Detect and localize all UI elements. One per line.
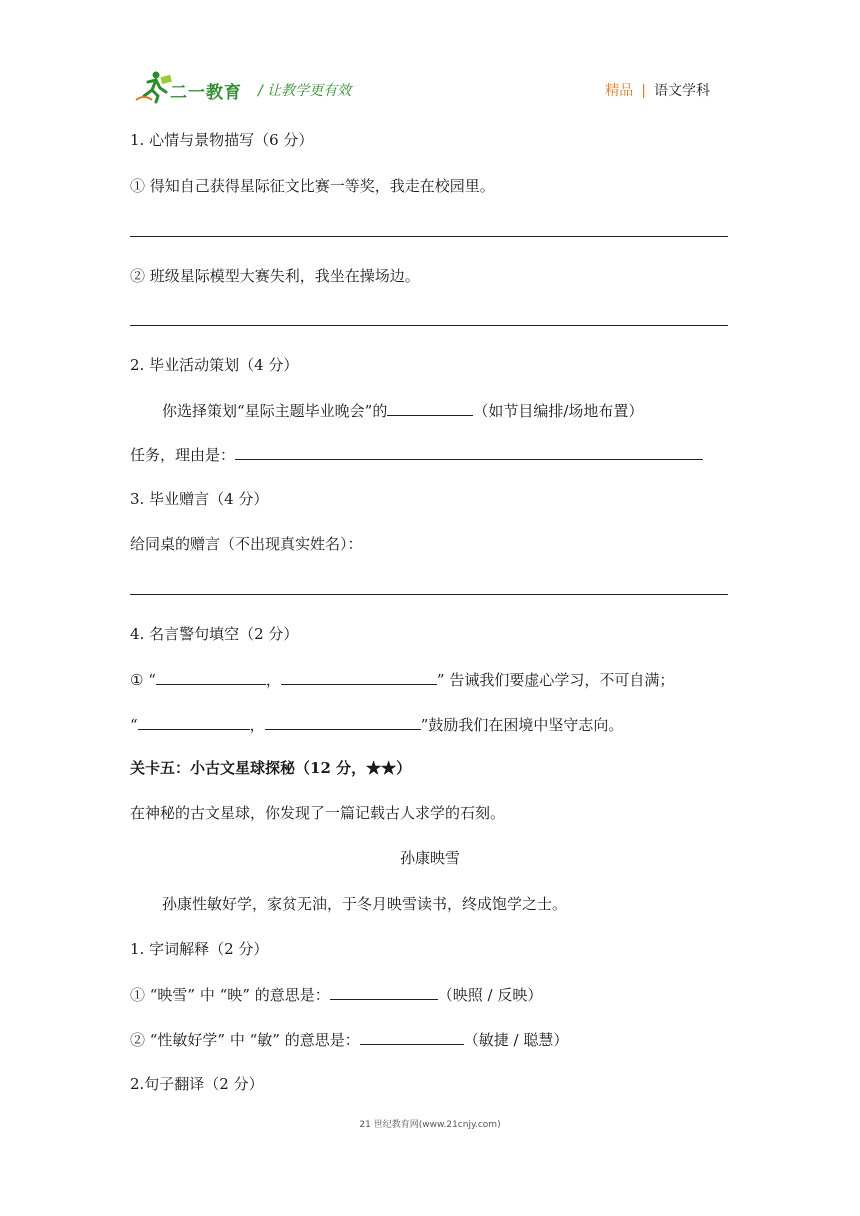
q3-title: 3. 毕业赠言（4 分）	[130, 490, 269, 508]
q4-line1-open: ① “	[130, 671, 156, 689]
q1-item-2: ② 班级星际模型大赛失利，我坐在操场边。	[130, 267, 420, 285]
v1-blank-2[interactable]	[360, 1029, 464, 1045]
v1-blank-1[interactable]	[330, 984, 438, 1000]
v1-item2-options: （敏捷 / 聪慧）	[463, 1031, 569, 1049]
q2-reason-blank[interactable]	[235, 444, 703, 460]
answer-line-1[interactable]	[130, 236, 728, 237]
q4-title: 4. 名言警句填空（2 分）	[130, 625, 299, 643]
page-header	[134, 70, 724, 106]
q2-text-c: 任务，理由是：	[130, 446, 236, 464]
q4-blank-3[interactable]	[138, 714, 250, 730]
header-right	[605, 80, 710, 100]
q2-blank[interactable]	[387, 400, 473, 416]
q2-text-a: 你选择策划“星际主题毕业晚会”的	[162, 402, 388, 420]
quality-badge: 精品	[605, 83, 634, 99]
q4-row-2	[130, 714, 623, 735]
q4-blank-1[interactable]	[156, 669, 266, 685]
v1-item2-text: ② “性敏好学” 中 “敏” 的意思是：	[130, 1031, 360, 1049]
q4-line2-close: ”鼓励我们在困境中坚守志向。	[420, 716, 624, 734]
q4-blank-2[interactable]	[281, 669, 437, 685]
q4-row-1	[130, 669, 674, 690]
header-divider: |	[641, 83, 646, 99]
q2-text-b: （如节目编排/场地布置）	[473, 402, 644, 420]
q3-text: 给同桌的赠言（不出现真实姓名）：	[130, 535, 363, 553]
q2-title: 2. 毕业活动策划（4 分）	[130, 356, 299, 374]
level5-title: 关卡五：小古文星球探秘（12 分，★★）	[130, 759, 412, 777]
answer-line-2[interactable]	[130, 325, 728, 326]
subject-label: 语文学科	[654, 83, 710, 99]
q1-title: 1. 心情与景物描写（6 分）	[130, 131, 314, 149]
v1-item1-text: ① “映雪” 中 “映” 的意思是：	[130, 986, 330, 1004]
v1-title: 1. 字词解释（2 分）	[130, 940, 269, 958]
q4-blank-4[interactable]	[265, 714, 421, 730]
passage-text: 孙康性敏好学，家贫无油，于冬月映雪读书，终成饱学之士。	[162, 895, 568, 913]
logo	[134, 70, 254, 104]
runner-logo-icon	[134, 70, 174, 104]
v1-item-2	[130, 1029, 568, 1050]
q1-item-1: ① 得知自己获得星际征文比赛一等奖，我走在校园里。	[130, 177, 495, 195]
v1-item-1	[130, 984, 542, 1005]
q4-line2-open: “	[130, 716, 138, 734]
q2-reason-row	[130, 444, 703, 465]
page-footer: 21 世纪教育网(www.21cnjy.com)	[359, 1120, 501, 1130]
q4-line1-close: ” 告诫我们要虚心学习，不可自满；	[436, 671, 675, 689]
slogan: / 让教学更有效	[258, 83, 352, 99]
answer-line-3[interactable]	[130, 594, 728, 595]
q4-comma-1: ，	[265, 671, 281, 689]
q2-text-row	[162, 400, 643, 421]
passage-title: 孙康映雪	[399, 849, 460, 867]
v2-title: 2.句子翻译（2 分）	[130, 1075, 264, 1093]
level5-intro: 在神秘的古文星球，你发现了一篇记载古人求学的石刻。	[130, 804, 506, 822]
v1-item1-options: （映照 / 反映）	[437, 986, 543, 1004]
logo-text: 二一教育	[170, 83, 242, 103]
q4-comma-2: ，	[249, 716, 265, 734]
